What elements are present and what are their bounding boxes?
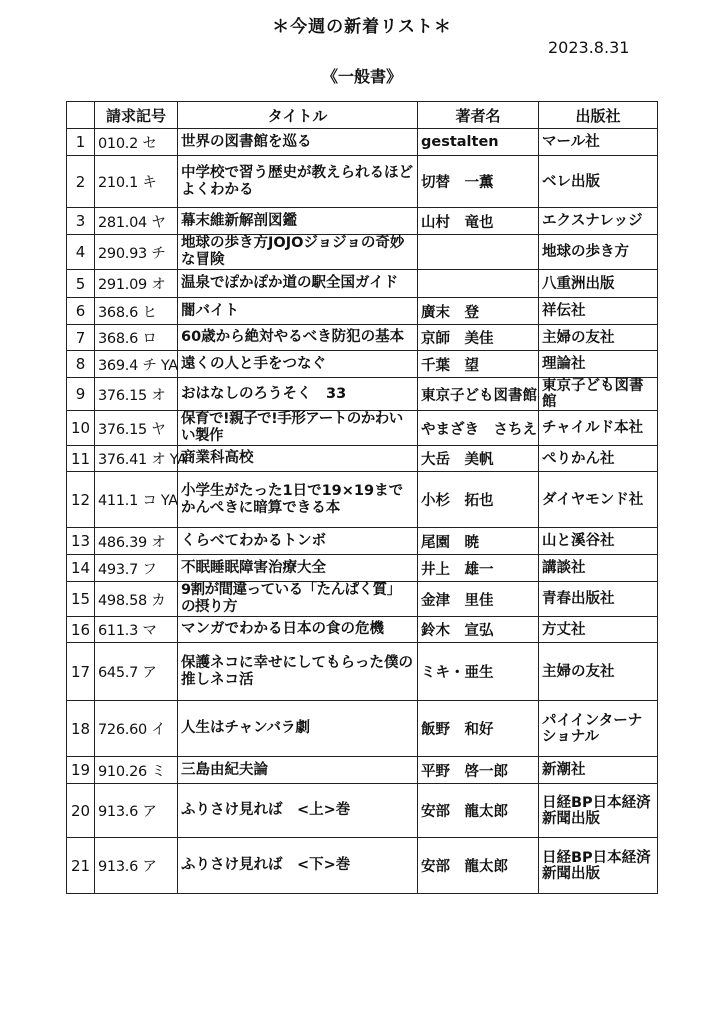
book-title: 三島由紀夫論 xyxy=(178,757,418,784)
row-number: 20 xyxy=(67,784,95,838)
book-title: 遠くの人と手をつなぐ xyxy=(178,351,418,378)
row-number: 15 xyxy=(67,582,95,617)
table-row xyxy=(67,208,658,235)
book-title: 商業科高校 xyxy=(178,446,418,472)
table-row xyxy=(67,325,658,351)
book-title: 闇バイト xyxy=(178,298,418,325)
table-row xyxy=(67,555,658,582)
call-number: 411.1 コ YA xyxy=(95,472,178,528)
row-number: 3 xyxy=(67,208,95,235)
book-publisher: ダイヤモンド社 xyxy=(539,472,658,528)
book-publisher: 八重洲出版 xyxy=(539,270,658,298)
call-number: 368.6 ヒ xyxy=(95,298,178,325)
table-row xyxy=(67,528,658,555)
call-number: 486.39 オ xyxy=(95,528,178,555)
call-number: 498.58 カ xyxy=(95,582,178,617)
row-number: 4 xyxy=(67,235,95,270)
header-title: タイトル xyxy=(178,102,418,129)
book-author: ミキ・亜生 xyxy=(418,643,539,701)
book-author: 平野 啓一郎 xyxy=(418,757,539,784)
book-publisher: 主婦の友社 xyxy=(539,325,658,351)
header-row xyxy=(67,102,658,129)
call-number: 913.6 ア xyxy=(95,838,178,894)
call-number: 369.4 チ YA xyxy=(95,351,178,378)
row-number: 8 xyxy=(67,351,95,378)
row-number: 21 xyxy=(67,838,95,894)
table-row xyxy=(67,129,658,156)
row-number: 12 xyxy=(67,472,95,528)
row-number: 1 xyxy=(67,129,95,156)
book-publisher: 日経BP日本経済新聞出版 xyxy=(539,838,658,894)
call-number: 368.6 ロ xyxy=(95,325,178,351)
book-publisher: 東京子ども図書館 xyxy=(539,378,658,411)
book-publisher: パイインターナショナル xyxy=(539,701,658,757)
table-row xyxy=(67,351,658,378)
header-author: 著者名 xyxy=(418,102,539,129)
book-author: 金津 里佳 xyxy=(418,582,539,617)
book-author: 小杉 拓也 xyxy=(418,472,539,528)
list-date: 2023.8.31 xyxy=(548,38,630,57)
call-number: 611.3 マ xyxy=(95,617,178,643)
table-row xyxy=(67,784,658,838)
header-number xyxy=(67,102,95,129)
call-number: 910.26 ミ xyxy=(95,757,178,784)
book-title: おはなしのろうそく 33 xyxy=(178,378,418,411)
book-title: 温泉でぽかぽか道の駅全国ガイド xyxy=(178,270,418,298)
book-author: 大岳 美帆 xyxy=(418,446,539,472)
call-number: 290.93 チ xyxy=(95,235,178,270)
row-number: 13 xyxy=(67,528,95,555)
book-publisher: 青春出版社 xyxy=(539,582,658,617)
book-list-table xyxy=(66,101,658,894)
table-row xyxy=(67,472,658,528)
book-title: くらべてわかるトンボ xyxy=(178,528,418,555)
call-number: 645.7 ア xyxy=(95,643,178,701)
row-number: 10 xyxy=(67,411,95,446)
book-author: 京師 美佳 xyxy=(418,325,539,351)
book-author: 東京子ども図書館 xyxy=(418,378,539,411)
book-publisher: ぺりかん社 xyxy=(539,446,658,472)
book-publisher: マール社 xyxy=(539,129,658,156)
book-title: 保護ネコに幸せにしてもらった僕の推しネコ活 xyxy=(178,643,418,701)
book-publisher: エクスナレッジ xyxy=(539,208,658,235)
row-number: 5 xyxy=(67,270,95,298)
call-number: 210.1 キ xyxy=(95,156,178,208)
table-row xyxy=(67,156,658,208)
book-author: gestalten xyxy=(418,129,539,156)
table-row xyxy=(67,757,658,784)
row-number: 6 xyxy=(67,298,95,325)
book-title: マンガでわかる日本の食の危機 xyxy=(178,617,418,643)
table-row xyxy=(67,701,658,757)
table-row xyxy=(67,270,658,298)
table-row xyxy=(67,617,658,643)
call-number: 726.60 イ xyxy=(95,701,178,757)
book-publisher: 主婦の友社 xyxy=(539,643,658,701)
book-author: 井上 雄一 xyxy=(418,555,539,582)
book-title: 地球の歩き方JOJOジョジョの奇妙な冒険 xyxy=(178,235,418,270)
row-number: 2 xyxy=(67,156,95,208)
table-row xyxy=(67,378,658,411)
book-title: ふりさけ見れば <上>巻 xyxy=(178,784,418,838)
row-number: 7 xyxy=(67,325,95,351)
book-publisher: 山と溪谷社 xyxy=(539,528,658,555)
book-author: 安部 龍太郎 xyxy=(418,838,539,894)
row-number: 9 xyxy=(67,378,95,411)
book-author: 千葉 望 xyxy=(418,351,539,378)
header-publisher: 出版社 xyxy=(539,102,658,129)
book-publisher: 方丈社 xyxy=(539,617,658,643)
table-row xyxy=(67,411,658,446)
book-author: 廣末 登 xyxy=(418,298,539,325)
book-title: 小学生がたった1日で19×19までかんぺきに暗算できる本 xyxy=(178,472,418,528)
book-publisher: 日経BP日本経済新聞出版 xyxy=(539,784,658,838)
call-number: 493.7 フ xyxy=(95,555,178,582)
row-number: 11 xyxy=(67,446,95,472)
book-publisher: 講談社 xyxy=(539,555,658,582)
book-title: 9割が間違っている「たんぱく質」の摂り方 xyxy=(178,582,418,617)
book-author: 鈴木 宣弘 xyxy=(418,617,539,643)
book-title: 幕末維新解剖図鑑 xyxy=(178,208,418,235)
book-author: やまざき さちえ xyxy=(418,411,539,446)
book-publisher: 地球の歩き方 xyxy=(539,235,658,270)
book-author: 安部 龍太郎 xyxy=(418,784,539,838)
book-publisher: 理論社 xyxy=(539,351,658,378)
book-author xyxy=(418,235,539,270)
row-number: 19 xyxy=(67,757,95,784)
table-row xyxy=(67,446,658,472)
table-row xyxy=(67,298,658,325)
book-title: 60歳から絶対やるべき防犯の基本 xyxy=(178,325,418,351)
book-title: 不眠睡眠障害治療大全 xyxy=(178,555,418,582)
book-author xyxy=(418,270,539,298)
book-author: 切替 一薫 xyxy=(418,156,539,208)
book-publisher: 祥伝社 xyxy=(539,298,658,325)
table-row xyxy=(67,582,658,617)
call-number: 010.2 セ xyxy=(95,129,178,156)
book-title: 世界の図書館を巡る xyxy=(178,129,418,156)
call-number: 376.15 オ xyxy=(95,378,178,411)
call-number: 913.6 ア xyxy=(95,784,178,838)
book-title: 保育で!親子で!手形アートのかわいい製作 xyxy=(178,411,418,446)
row-number: 17 xyxy=(67,643,95,701)
header-call-number: 請求記号 xyxy=(95,102,178,129)
list-subtitle: 《一般書》 xyxy=(321,67,402,86)
book-publisher: 新潮社 xyxy=(539,757,658,784)
call-number: 376.15 ヤ xyxy=(95,411,178,446)
book-author: 飯野 和好 xyxy=(418,701,539,757)
table-row xyxy=(67,838,658,894)
call-number: 376.41 オ YA xyxy=(95,446,178,472)
book-title: 中学校で習う歴史が教えられるほどよくわかる xyxy=(178,156,418,208)
book-author: 尾園 暁 xyxy=(418,528,539,555)
table-row xyxy=(67,643,658,701)
table-row xyxy=(67,235,658,270)
call-number: 281.04 ヤ xyxy=(95,208,178,235)
book-title: ふりさけ見れば <下>巻 xyxy=(178,838,418,894)
book-publisher: ベレ出版 xyxy=(539,156,658,208)
list-title: ＊今週の新着リスト＊ xyxy=(272,17,452,37)
book-title: 人生はチャンバラ劇 xyxy=(178,701,418,757)
row-number: 14 xyxy=(67,555,95,582)
book-author: 山村 竜也 xyxy=(418,208,539,235)
row-number: 18 xyxy=(67,701,95,757)
book-publisher: チャイルド本社 xyxy=(539,411,658,446)
row-number: 16 xyxy=(67,617,95,643)
call-number: 291.09 オ xyxy=(95,270,178,298)
